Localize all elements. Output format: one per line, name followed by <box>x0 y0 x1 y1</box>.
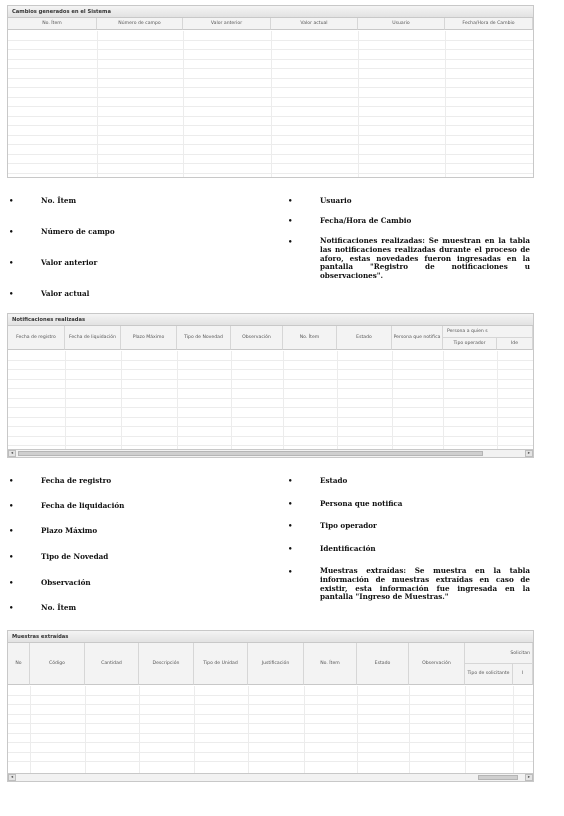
col-header[interactable]: No <box>8 643 30 685</box>
list-item: Fecha de registro <box>41 476 112 485</box>
field-list-2-left <box>9 476 259 616</box>
col-header[interactable]: Justificación <box>248 643 304 685</box>
col-header[interactable]: Observación <box>409 643 465 685</box>
col-group-header: Persona a quien s <box>443 326 533 338</box>
bullet-dot-icon: • <box>9 196 14 205</box>
samples-table-header <box>8 643 533 685</box>
col-header[interactable]: Tipo de solicitante <box>465 664 513 685</box>
list-item: Persona que notifica <box>320 499 403 508</box>
bullet-dot-icon: • <box>288 567 293 576</box>
bullet-dot-icon: • <box>288 216 293 225</box>
bullet-dot-icon: • <box>288 499 293 508</box>
table-row[interactable] <box>8 389 533 399</box>
col-header[interactable]: No. Ítem <box>283 326 337 350</box>
col-header[interactable]: Fecha de liquidación <box>65 326 121 350</box>
changes-panel <box>7 5 534 178</box>
table-row[interactable] <box>8 408 533 418</box>
col-header[interactable]: No. Ítem <box>8 18 97 30</box>
changes-table-header <box>8 18 533 30</box>
col-header[interactable]: I <box>513 664 533 685</box>
arrow-left-icon[interactable]: ◂ <box>8 450 16 457</box>
notifications-table-body <box>8 351 533 449</box>
table-row[interactable] <box>8 734 533 744</box>
col-header[interactable]: Valor actual <box>271 18 358 30</box>
table-row[interactable] <box>8 753 533 763</box>
bullet-dot-icon: • <box>9 552 14 561</box>
col-header[interactable]: Código <box>30 643 85 685</box>
list-item: No. Ítem <box>41 196 77 205</box>
table-row[interactable] <box>8 427 533 437</box>
bullet-dot-icon: • <box>9 476 14 485</box>
col-header[interactable]: Usuario <box>358 18 445 30</box>
samples-panel <box>7 630 534 782</box>
list-item: Fecha de liquidación <box>41 501 125 510</box>
col-header[interactable]: Cantidad <box>85 643 139 685</box>
list-item: Tipo de Novedad <box>41 552 109 561</box>
field-list-2-right <box>288 476 540 616</box>
field-list-1-right <box>288 196 540 306</box>
bullet-dot-icon: • <box>288 237 293 246</box>
arrow-right-icon[interactable]: ▸ <box>525 774 533 781</box>
table-row[interactable] <box>8 399 533 409</box>
col-header[interactable]: Estado <box>357 643 409 685</box>
horizontal-scrollbar[interactable] <box>8 773 533 781</box>
col-header[interactable]: No. Ítem <box>304 643 357 685</box>
table-row[interactable] <box>8 724 533 734</box>
list-item: Usuario <box>320 196 352 205</box>
samples-table-body <box>8 686 533 773</box>
table-row[interactable] <box>8 418 533 428</box>
bullet-dot-icon: • <box>9 578 14 587</box>
table-row[interactable] <box>8 686 533 696</box>
arrow-right-icon[interactable]: ▸ <box>525 450 533 457</box>
col-header[interactable]: Persona que notifica <box>392 326 443 350</box>
col-header[interactable]: Tipo de Unidad <box>194 643 248 685</box>
list-item: No. Ítem <box>41 603 77 612</box>
col-header[interactable]: Ide <box>497 338 533 350</box>
list-item: Estado <box>320 476 348 485</box>
col-header[interactable]: Descripción <box>139 643 194 685</box>
notifications-panel-title: Notificaciones realizadas <box>8 314 533 326</box>
list-item: Número de campo <box>41 227 115 236</box>
table-row[interactable] <box>8 361 533 371</box>
list-paragraph: Muestras extraídas: Se muestra en la tabla información de muestras extraídas en caso de existir, esta información fue ingresada en la pantalla "Ingreso de Muestras." <box>320 566 530 602</box>
col-group-header: Solicitan <box>465 643 533 664</box>
bullet-dot-icon: • <box>9 526 14 535</box>
bullet-dot-icon: • <box>288 476 293 485</box>
table-row[interactable] <box>8 370 533 380</box>
table-row[interactable] <box>8 743 533 753</box>
list-item: Fecha/Hora de Cambio <box>320 216 412 225</box>
list-paragraph: Notificaciones realizadas: Se muestran en la tabla las notificaciones realizadas durante el proceso de aforo, estas novedades fueron ingresadas en la pantalla "Registro de notificaciones u observaciones". <box>320 236 530 281</box>
table-row[interactable] <box>8 696 533 706</box>
table-row[interactable] <box>8 380 533 390</box>
scrollbar-thumb[interactable] <box>18 451 483 456</box>
list-item: Valor actual <box>41 289 90 298</box>
field-list-1-left <box>9 196 259 306</box>
col-header[interactable]: Observación <box>231 326 283 350</box>
table-row[interactable] <box>8 437 533 447</box>
list-item: Tipo operador <box>320 521 377 530</box>
col-header[interactable]: Número de campo <box>97 18 183 30</box>
list-item: Observación <box>41 578 91 587</box>
list-item: Plazo Máximo <box>41 526 98 535</box>
col-header[interactable]: Fecha/Hora de Cambio <box>445 18 533 30</box>
notifications-panel <box>7 313 534 458</box>
bullet-dot-icon: • <box>9 227 14 236</box>
col-header[interactable]: Tipo operador <box>443 338 497 350</box>
changes-table-body <box>8 31 533 177</box>
list-item: Valor anterior <box>41 258 98 267</box>
col-header[interactable]: Plazo Máximo <box>121 326 177 350</box>
bullet-dot-icon: • <box>9 258 14 267</box>
bullet-dot-icon: • <box>9 501 14 510</box>
table-row[interactable] <box>8 715 533 725</box>
samples-panel-title: Muestras extraídas <box>8 631 533 643</box>
horizontal-scrollbar[interactable] <box>8 449 533 457</box>
bullet-dot-icon: • <box>288 521 293 530</box>
table-row[interactable] <box>8 351 533 361</box>
bullet-dot-icon: • <box>288 196 293 205</box>
notifications-table-header <box>8 326 533 350</box>
col-header[interactable]: Valor anterior <box>183 18 271 30</box>
table-row[interactable] <box>8 705 533 715</box>
bullet-dot-icon: • <box>288 544 293 553</box>
col-header[interactable]: Tipo de Novedad <box>177 326 231 350</box>
arrow-left-icon[interactable]: ◂ <box>8 774 16 781</box>
scrollbar-thumb[interactable] <box>478 775 518 780</box>
bullet-dot-icon: • <box>9 603 14 612</box>
list-item: Identificación <box>320 544 376 553</box>
bullet-dot-icon: • <box>9 289 14 298</box>
col-header[interactable]: Fecha de registro <box>8 326 65 350</box>
col-header[interactable]: Estado <box>337 326 392 350</box>
changes-panel-title: Cambios generados en el Sistema <box>8 6 533 18</box>
